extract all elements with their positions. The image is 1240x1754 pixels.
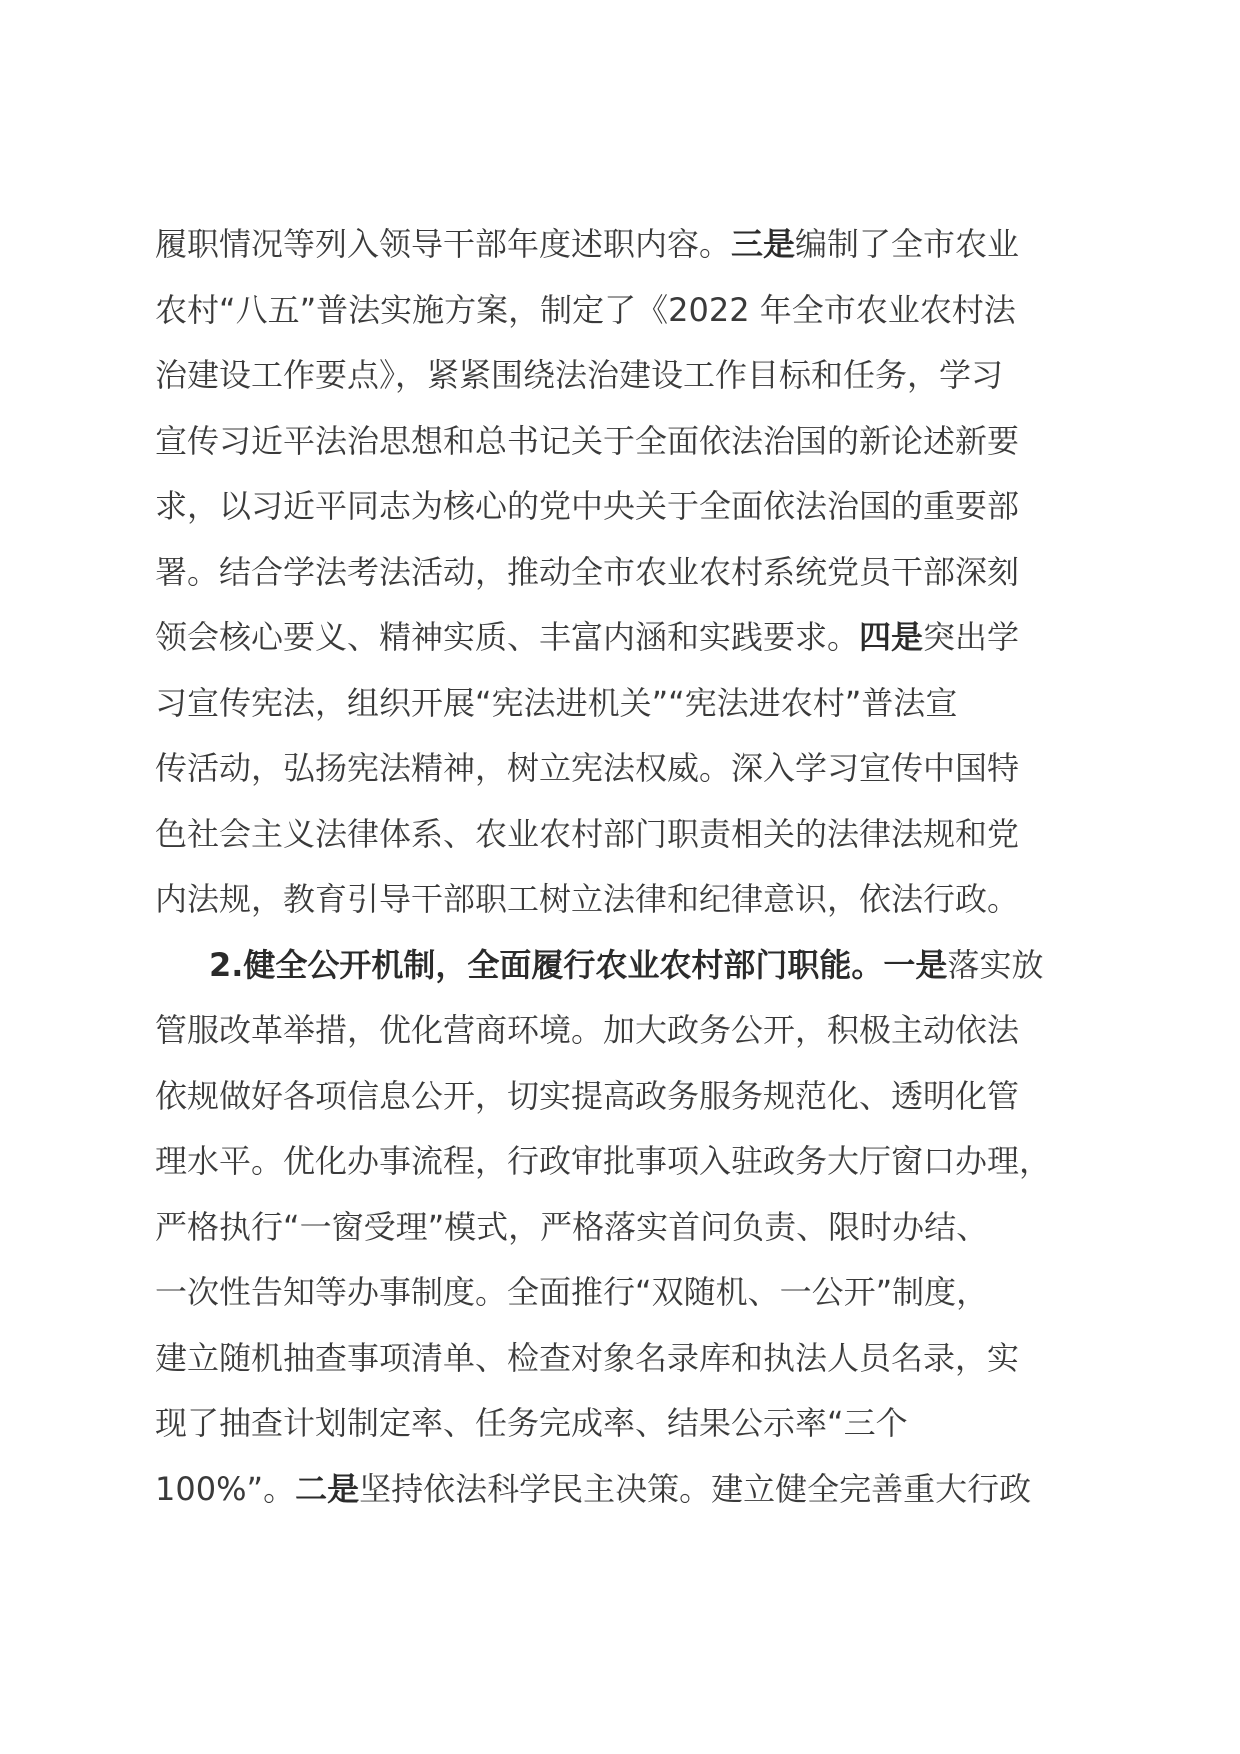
- text-line: 色社会主义法律体系、农业农村部门职责相关的法律法规和党: [155, 814, 1020, 853]
- text-line: 管服改革举措，优化营商环境。加大政务公开，积极主动依法: [155, 1011, 1020, 1049]
- text-run: 突出学: [923, 618, 1020, 656]
- document-body: [155, 212, 1085, 1522]
- bold-marker: 四是: [859, 618, 924, 656]
- text-run: 落实放: [947, 945, 1044, 984]
- text-line: 一次性告知等办事制度。全面推行“双随机、一公开”制度，: [155, 1273, 989, 1311]
- text-line: [155, 1457, 1085, 1523]
- text-line: 内法规，教育引导干部职工树立法律和纪律意识，依法行政。: [155, 880, 1020, 918]
- text-run: 坚持依法科学民主决策。建立健全完善重大行政: [359, 1469, 1032, 1508]
- bold-marker: 三是: [731, 225, 796, 263]
- text-line: [155, 933, 1085, 999]
- text-line: 依规做好各项信息公开，切实提高政务服务规范化、透明化管: [155, 1076, 1020, 1115]
- text-line: 求，以习近平同志为核心的党中央关于全面依法治国的重要部: [155, 487, 1020, 525]
- text-run: 履职情况等列入领导干部年度述职内容。: [155, 225, 732, 263]
- text-line: 传活动，弘扬宪法精神，树立宪法权威。深入学习宣传中国特: [155, 749, 1020, 787]
- text-line: 署。结合学法考法活动，推动全市农业农村系统党员干部深刻: [155, 552, 1020, 591]
- text-run: 编制了全市农业: [795, 225, 1020, 263]
- text-run: 100%”。: [155, 1469, 296, 1508]
- text-run: 领会核心要义、精神实质、丰富内涵和实践要求。: [155, 618, 860, 656]
- section-heading: 2.健全公开机制，全面履行农业农村部门职能。一是: [209, 945, 948, 984]
- text-line: 农村“八五”普法实施方案，制定了《2022 年全市农业农村法: [155, 290, 1016, 329]
- text-line: [155, 212, 1085, 278]
- text-line: [155, 605, 1085, 671]
- text-line: 理水平。优化办事流程，行政审批事项入驻政务大厅窗口办理，: [155, 1142, 1052, 1180]
- bold-marker: 二是: [295, 1469, 360, 1508]
- text-line: 建立随机抽查事项清单、检查对象名录库和执法人员名录，实: [155, 1338, 1020, 1377]
- text-line: 宣传习近平法治思想和总书记关于全面依法治国的新论述新要: [155, 421, 1020, 460]
- text-line: 治建设工作要点》，紧紧围绕法治建设工作目标和任务，学习: [155, 356, 1004, 394]
- text-line: 习宣传宪法，组织开展“宪法进机关”“宪法进农村”普法宣: [155, 683, 958, 722]
- text-line: 严格执行“一窗受理”模式，严格落实首问负责、限时办结、: [155, 1207, 989, 1246]
- text-line: 现了抽查计划制定率、任务完成率、结果公示率“三个: [155, 1404, 908, 1442]
